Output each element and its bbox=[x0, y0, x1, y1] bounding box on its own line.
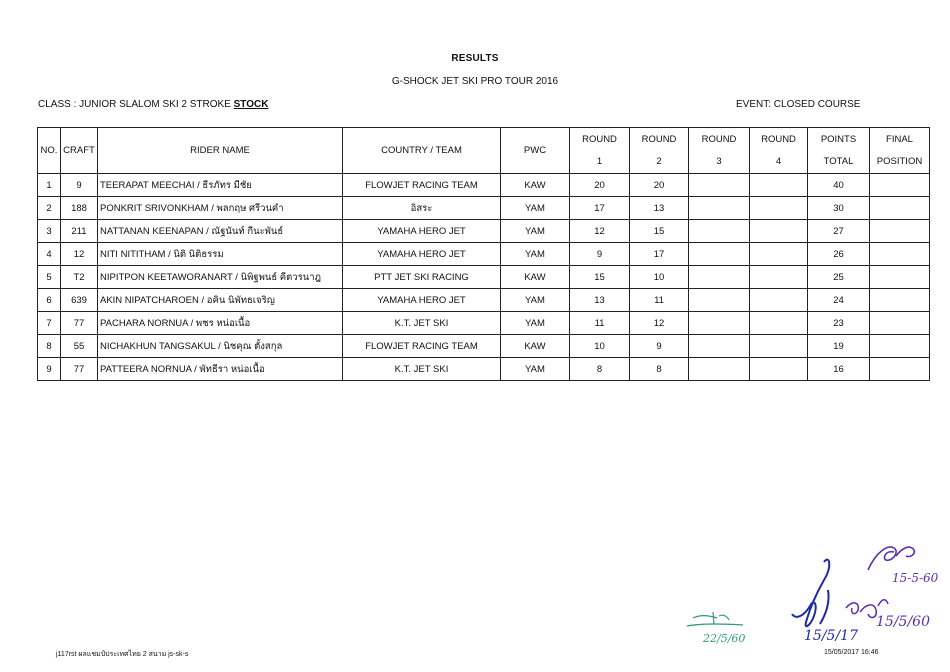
cell-pwc: YAM bbox=[501, 220, 570, 243]
cell-points-total: 16 bbox=[808, 358, 870, 381]
cell-no: 3 bbox=[38, 220, 61, 243]
class-label: CLASS : JUNIOR SLALOM SKI 2 STROKE bbox=[38, 99, 231, 110]
cell-points-total: 19 bbox=[808, 335, 870, 358]
cell-round-4 bbox=[750, 266, 808, 289]
cell-pwc: YAM bbox=[501, 289, 570, 312]
cell-rider: PATTEERA NORNUA / พัทธีรา หน่อเนื้อ bbox=[98, 358, 343, 381]
cell-round-4 bbox=[750, 197, 808, 220]
col-rider-name: RIDER NAME bbox=[98, 128, 343, 174]
cell-no: 8 bbox=[38, 335, 61, 358]
green-signature bbox=[683, 604, 763, 648]
cell-points-total: 40 bbox=[808, 174, 870, 197]
cell-pwc: YAM bbox=[501, 243, 570, 266]
cell-round-3 bbox=[689, 358, 750, 381]
col-round-1: ROUND 1 bbox=[570, 128, 630, 174]
cell-round-3 bbox=[689, 335, 750, 358]
cell-round-1: 12 bbox=[570, 220, 630, 243]
col-no: NO. bbox=[38, 128, 61, 174]
cell-round-1: 13 bbox=[570, 289, 630, 312]
cell-team: YAMAHA HERO JET bbox=[343, 289, 501, 312]
footer-document-code: j117rst ผลแชมป์ประเทศไทย 2 สนาม js-sk-s bbox=[56, 651, 189, 658]
cell-no: 6 bbox=[38, 289, 61, 312]
cell-final-position bbox=[870, 335, 930, 358]
cell-final-position bbox=[870, 358, 930, 381]
cell-round-4 bbox=[750, 358, 808, 381]
cell-round-4 bbox=[750, 312, 808, 335]
purple-date-top: 15-5-60 bbox=[892, 571, 939, 585]
cell-round-1: 8 bbox=[570, 358, 630, 381]
cell-round-1: 11 bbox=[570, 312, 630, 335]
cell-round-1: 9 bbox=[570, 243, 630, 266]
cell-round-2: 9 bbox=[630, 335, 689, 358]
cell-pwc: YAM bbox=[501, 358, 570, 381]
cell-pwc: KAW bbox=[501, 174, 570, 197]
cell-round-3 bbox=[689, 289, 750, 312]
cell-round-4 bbox=[750, 289, 808, 312]
cell-team: YAMAHA HERO JET bbox=[343, 220, 501, 243]
cell-craft: T2 bbox=[61, 266, 98, 289]
cell-points-total: 25 bbox=[808, 266, 870, 289]
cell-round-2: 15 bbox=[630, 220, 689, 243]
cell-round-3 bbox=[689, 266, 750, 289]
cell-round-3 bbox=[689, 197, 750, 220]
results-table bbox=[37, 127, 930, 381]
cell-pwc: YAM bbox=[501, 312, 570, 335]
cell-craft: 9 bbox=[61, 174, 98, 197]
cell-no: 5 bbox=[38, 266, 61, 289]
cell-rider: AKIN NIPATCHAROEN / อคิน นิพัทธเจริญ bbox=[98, 289, 343, 312]
cell-round-2: 17 bbox=[630, 243, 689, 266]
cell-no: 2 bbox=[38, 197, 61, 220]
cell-final-position bbox=[870, 312, 930, 335]
cell-points-total: 26 bbox=[808, 243, 870, 266]
cell-rider: PONKRIT SRIVONKHAM / พลกฤษ ศรีวนคำ bbox=[98, 197, 343, 220]
cell-craft: 188 bbox=[61, 197, 98, 220]
col-country-team: COUNTRY / TEAM bbox=[343, 128, 501, 174]
cell-no: 1 bbox=[38, 174, 61, 197]
cell-craft: 55 bbox=[61, 335, 98, 358]
cell-round-1: 20 bbox=[570, 174, 630, 197]
col-final-position: FINAL POSITION bbox=[870, 128, 930, 174]
cell-no: 7 bbox=[38, 312, 61, 335]
cell-round-2: 8 bbox=[630, 358, 689, 381]
cell-pwc: YAM bbox=[501, 197, 570, 220]
cell-round-1: 17 bbox=[570, 197, 630, 220]
cell-pwc: KAW bbox=[501, 335, 570, 358]
cell-round-2: 12 bbox=[630, 312, 689, 335]
cell-round-2: 10 bbox=[630, 266, 689, 289]
green-date: 22/5/60 bbox=[703, 632, 746, 645]
cell-craft: 12 bbox=[61, 243, 98, 266]
table-row bbox=[38, 243, 930, 266]
cell-rider: TEERAPAT MEECHAI / ธีรภัทร มีชัย bbox=[98, 174, 343, 197]
cell-rider: NIPITPON KEETAWORANART / นิพิฐพนธ์ คีตวรนาฎ bbox=[98, 266, 343, 289]
cell-pwc: KAW bbox=[501, 266, 570, 289]
cell-craft: 211 bbox=[61, 220, 98, 243]
purple-date-bottom: 15/5/60 bbox=[876, 614, 930, 630]
col-round-2: ROUND 2 bbox=[630, 128, 689, 174]
cell-team: อิสระ bbox=[343, 197, 501, 220]
cell-points-total: 23 bbox=[808, 312, 870, 335]
cell-round-4 bbox=[750, 220, 808, 243]
cell-round-3 bbox=[689, 220, 750, 243]
cell-craft: 77 bbox=[61, 312, 98, 335]
table-header-row bbox=[38, 128, 930, 174]
cell-craft: 639 bbox=[61, 289, 98, 312]
cell-team: YAMAHA HERO JET bbox=[343, 243, 501, 266]
cell-round-1: 10 bbox=[570, 335, 630, 358]
page-title: RESULTS bbox=[451, 53, 499, 64]
cell-final-position bbox=[870, 266, 930, 289]
cell-team: PTT JET SKI RACING bbox=[343, 266, 501, 289]
cell-team: K.T. JET SKI bbox=[343, 358, 501, 381]
col-round-3: ROUND 3 bbox=[689, 128, 750, 174]
purple-signature-bottom bbox=[836, 586, 940, 642]
cell-no: 4 bbox=[38, 243, 61, 266]
cell-rider: PACHARA NORNUA / พชร หน่อเนื้อ bbox=[98, 312, 343, 335]
cell-round-2: 11 bbox=[630, 289, 689, 312]
table-row bbox=[38, 197, 930, 220]
purple-signature-top bbox=[852, 530, 948, 588]
cell-craft: 77 bbox=[61, 358, 98, 381]
class-line bbox=[38, 99, 268, 110]
table-row bbox=[38, 220, 930, 243]
cell-round-2: 20 bbox=[630, 174, 689, 197]
table-row bbox=[38, 266, 930, 289]
col-points-total: POINTS TOTAL bbox=[808, 128, 870, 174]
cell-team: FLOWJET RACING TEAM bbox=[343, 174, 501, 197]
event-label: EVENT: CLOSED COURSE bbox=[736, 99, 861, 110]
table-row bbox=[38, 289, 930, 312]
cell-points-total: 24 bbox=[808, 289, 870, 312]
cell-team: FLOWJET RACING TEAM bbox=[343, 335, 501, 358]
col-craft: CRAFT bbox=[61, 128, 98, 174]
cell-round-4 bbox=[750, 174, 808, 197]
footer-print-timestamp: 15/05/2017 16:46 bbox=[824, 649, 879, 656]
cell-final-position bbox=[870, 220, 930, 243]
col-round-4: ROUND 4 bbox=[750, 128, 808, 174]
cell-rider: NITI NITITHAM / นิติ นิติธรรม bbox=[98, 243, 343, 266]
cell-round-3 bbox=[689, 312, 750, 335]
cell-round-4 bbox=[750, 335, 808, 358]
class-stock-label: STOCK bbox=[233, 99, 269, 110]
cell-round-4 bbox=[750, 243, 808, 266]
table-row bbox=[38, 358, 930, 381]
table-row bbox=[38, 312, 930, 335]
cell-final-position bbox=[870, 197, 930, 220]
cell-rider: NATTANAN KEENAPAN / ณัฐนันท์ กีนะพันธ์ bbox=[98, 220, 343, 243]
cell-final-position bbox=[870, 174, 930, 197]
cell-points-total: 30 bbox=[808, 197, 870, 220]
cell-round-1: 15 bbox=[570, 266, 630, 289]
table-row bbox=[38, 174, 930, 197]
cell-points-total: 27 bbox=[808, 220, 870, 243]
cell-round-2: 13 bbox=[630, 197, 689, 220]
cell-rider: NICHAKHUN TANGSAKUL / นิชคุณ ตั้งสกุล bbox=[98, 335, 343, 358]
page-subtitle: G-SHOCK JET SKI PRO TOUR 2016 bbox=[391, 76, 559, 87]
cell-final-position bbox=[870, 289, 930, 312]
col-pwc: PWC bbox=[501, 128, 570, 174]
cell-team: K.T. JET SKI bbox=[343, 312, 501, 335]
cell-round-3 bbox=[689, 174, 750, 197]
cell-round-3 bbox=[689, 243, 750, 266]
cell-no: 9 bbox=[38, 358, 61, 381]
table-row bbox=[38, 335, 930, 358]
blue-date: 15/5/17 bbox=[804, 628, 858, 644]
cell-final-position bbox=[870, 243, 930, 266]
